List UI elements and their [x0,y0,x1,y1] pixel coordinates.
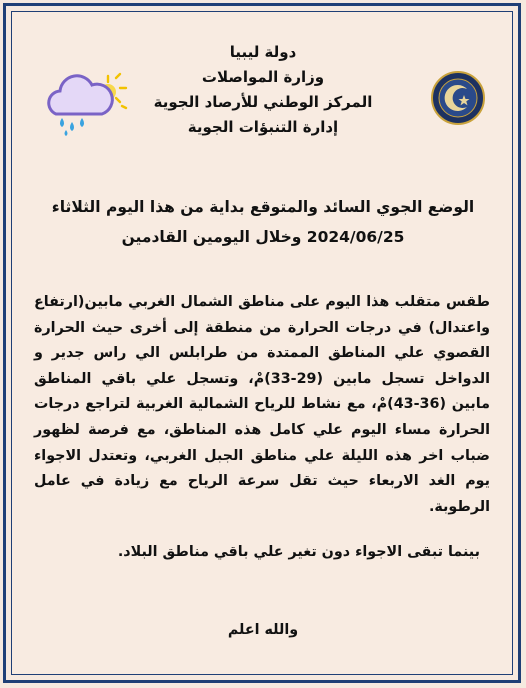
closing-signoff: والله اعلم [227,622,299,638]
closing-statement: بينما تبقى الاجواء دون تغير علي باقي مناطق البلاد. [117,544,480,560]
header-department: إدارة التنبؤات الجوية [187,118,339,136]
forecast-title [40,192,486,252]
forecast-body: طقس متقلب هذا اليوم على مناطق الشمال الغربي مابين(ارتفاع واعتدال) في درجات الحرارة من منطقة إلى أخرى حيث الحرارة القصوي علي المناطق الممتدة من طرابلس الي راس جدير و الدواخل تسجل مابين (29-33)مْ، وتسجل علي باقي المناطق مابين (36-43)مْ، مع نشاط للرياح الشمالية الغربية لتراجع درجات الحرارة مساء اليوم علي كامل هذه المناطق، مع فرصة لظهور ضباب اخر هذه الليلة علي مناطق الجبل الغربي، وتعتدل الاجواء يوم الغد الاربعاء حيث تقل سرعة الرياح مع زيادة في عامل الرطوبة. [34,294,491,515]
title-line-2: 2024/06/25 وخلال اليومين القادمين [121,228,405,246]
met-emblem-logo [430,70,486,126]
header-ministry: وزارة المواصلات [201,68,325,86]
header-country: دولة ليبيا [229,43,297,61]
cloud-rain-sun-icon [42,66,128,140]
header-center: المركز الوطني للأرصاد الجوية [153,93,373,111]
title-line-1: الوضع الجوي السائد والمتوقع بداية من هذا اليوم الثلاثاء [51,198,475,216]
